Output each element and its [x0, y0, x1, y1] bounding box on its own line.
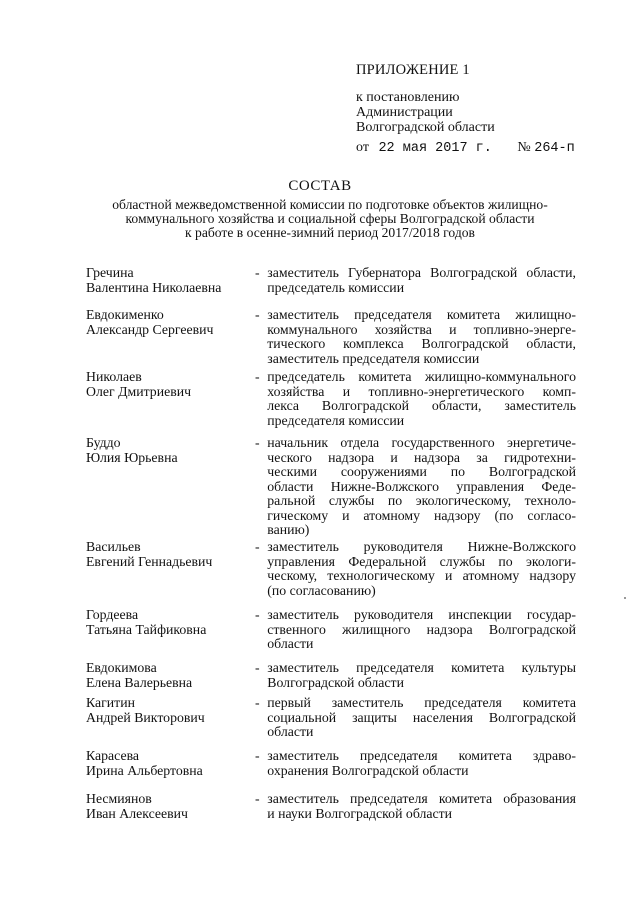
member-role	[267, 608, 576, 661]
role-line: председатель комиссии	[267, 279, 405, 295]
dash: -	[255, 539, 260, 554]
member-name	[86, 266, 245, 308]
member-name	[86, 696, 245, 749]
date-prefix: от	[356, 140, 369, 155]
dash: -	[255, 748, 260, 763]
member-given-name: Александр Сергеевич	[86, 321, 214, 337]
scan-speck	[624, 597, 626, 599]
dash: -	[255, 435, 260, 450]
role-line: председатель комитета жилищно-коммунального	[267, 369, 576, 384]
role-line: лекса Волгоградской области, заместитель	[267, 398, 576, 413]
role-line: заместитель председателя комитета культуры	[267, 660, 576, 675]
member-given-name: Андрей Викторович	[86, 709, 205, 725]
decree-date-line	[356, 140, 575, 156]
role-line: заместитель руководителя инспекции государ-	[267, 607, 576, 622]
number-sign: №	[517, 140, 531, 155]
role-line: управления Федеральной службы по экологи-	[267, 553, 576, 569]
member-surname: Васильев	[86, 539, 141, 554]
dash: -	[255, 607, 260, 622]
member-given-name: Юлия Юрьевна	[86, 449, 178, 465]
decree-line: к постановлению	[356, 90, 460, 105]
appendix-label: ПРИЛОЖЕНИЕ 1	[356, 62, 470, 78]
decree-reference	[356, 90, 495, 135]
member-role	[267, 792, 576, 827]
member-row	[86, 661, 576, 696]
role-line: Волгоградской области	[267, 674, 404, 690]
member-row	[86, 266, 576, 308]
role-line: первый заместитель председателя комитета	[267, 695, 576, 710]
role-line: тического комплекса Волгоградской области,	[267, 336, 576, 351]
subtitle-line: коммунального хозяйства и социальной сферы Волгоградской области	[125, 211, 535, 226]
member-role	[267, 308, 576, 370]
member-role	[267, 696, 576, 749]
role-line: заместитель председателя комиссии	[267, 350, 480, 366]
subtitle-line: областной межведомственной комиссии по подготовке объектов жилищно-	[112, 197, 548, 212]
role-line: области	[267, 636, 314, 651]
role-line: социальной защиты населения Волгоградской	[267, 709, 576, 725]
dash: -	[255, 369, 260, 384]
role-line: ческими сооружениями по Волгоградской	[267, 464, 576, 479]
decree-line: Волгоградской области	[356, 120, 495, 135]
member-name	[86, 540, 245, 608]
role-line: охранения Волгоградской области	[267, 762, 469, 778]
role-line: ческому, технологическому и атомному надзору	[267, 568, 576, 583]
document-subtitle	[86, 198, 574, 240]
role-line: ванию)	[267, 522, 310, 537]
role-line: заместитель председателя комитета жилищно-	[267, 307, 576, 322]
role-line: ственного жилищного надзора Волгоградской	[267, 621, 576, 637]
subtitle-line: к работе в осенне-зимний период 2017/2018 годов	[185, 225, 475, 240]
member-surname: Евдокимова	[86, 660, 157, 675]
member-name	[86, 792, 245, 827]
member-role	[267, 370, 576, 436]
member-given-name: Олег Дмитриевич	[86, 383, 192, 399]
dash: -	[255, 307, 260, 322]
member-role	[267, 749, 576, 792]
member-row	[86, 792, 576, 827]
member-surname: Николаев	[86, 369, 142, 384]
member-row	[86, 308, 576, 370]
role-line: гическому и атомному надзору (по согласо-	[267, 507, 576, 523]
role-line: заместитель председателя комитета здраво-	[267, 748, 576, 763]
role-line: заместитель председателя комитета образования	[267, 791, 576, 806]
role-line: области	[267, 724, 314, 739]
member-name	[86, 749, 245, 792]
member-row	[86, 370, 576, 436]
member-surname: Несмиянов	[86, 791, 152, 806]
members-list	[86, 266, 576, 827]
document-title: СОСТАВ	[288, 178, 352, 194]
member-given-name: Елена Валерьевна	[86, 674, 193, 690]
member-name	[86, 308, 245, 370]
member-row	[86, 436, 576, 540]
dash: -	[255, 695, 260, 710]
role-line: начальник отдела государственного энергетиче-	[267, 435, 576, 450]
role-line: хозяйства и топливно-энергетического комп-	[267, 383, 576, 399]
role-line: председателя комиссии	[267, 412, 405, 428]
member-name	[86, 608, 245, 661]
member-given-name: Евгений Геннадьевич	[86, 553, 213, 569]
dash: -	[255, 265, 260, 280]
member-surname: Гордеева	[86, 607, 139, 622]
member-role	[267, 266, 576, 308]
member-row	[86, 608, 576, 661]
member-row	[86, 540, 576, 608]
dash: -	[255, 791, 260, 806]
decree-number: 264-п	[534, 141, 575, 156]
member-row	[86, 749, 576, 792]
role-line: заместитель руководителя Нижне-Волжского	[267, 539, 576, 554]
role-line: заместитель Губернатора Волгоградской области,	[267, 265, 576, 280]
decree-date: 22 мая 2017 г.	[378, 141, 492, 156]
member-surname: Кагитин	[86, 695, 135, 710]
role-line: области Нижне-Волжского управления Феде-	[267, 478, 576, 494]
member-role	[267, 436, 576, 540]
member-given-name: Иван Алексеевич	[86, 805, 188, 821]
role-line: ческого надзора и надзора за гидротехни-	[267, 449, 576, 465]
member-given-name: Татьяна Тайфиковна	[86, 621, 207, 637]
decree-line: Администрации	[356, 105, 453, 120]
role-line: (по согласованию)	[267, 582, 376, 598]
member-surname: Карасева	[86, 748, 140, 763]
member-role	[267, 540, 576, 608]
member-name	[86, 661, 245, 696]
member-surname: Евдокименко	[86, 307, 164, 322]
member-name	[86, 370, 245, 436]
member-given-name: Валентина Николаевна	[86, 279, 222, 295]
member-given-name: Ирина Альбертовна	[86, 762, 203, 778]
member-row	[86, 696, 576, 749]
member-role	[267, 661, 576, 696]
role-line: коммунального хозяйства и топливно-энерге-	[267, 321, 576, 337]
member-surname: Буддо	[86, 435, 121, 450]
role-line: и науки Волгоградской области	[267, 805, 453, 821]
dash: -	[255, 660, 260, 675]
member-surname: Гречина	[86, 265, 134, 280]
role-line: ральной службы по экологическому, техноло-	[267, 493, 576, 508]
member-name	[86, 436, 245, 540]
